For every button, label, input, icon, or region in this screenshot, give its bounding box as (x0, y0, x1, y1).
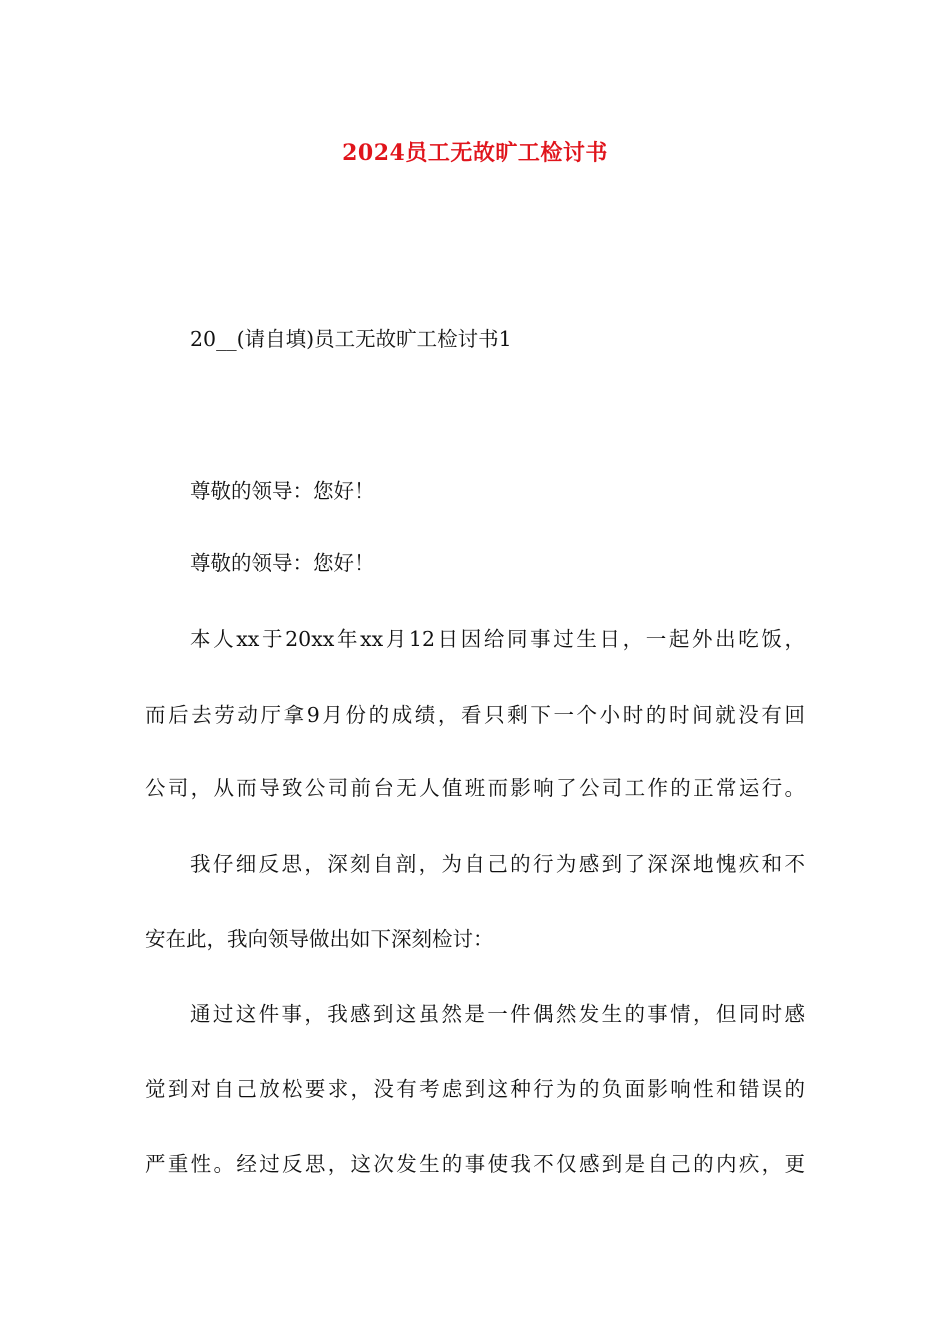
paragraph-line: 觉到对自己放松要求，没有考虑到这种行为的负面影响性和错误的 (145, 1077, 805, 1101)
paragraph-line: 安在此，我向领导做出如下深刻检讨： (145, 927, 494, 951)
paragraph-line: 我仔细反思，深刻自剖，为自己的行为感到了深深地愧疚和不 (190, 852, 805, 876)
paragraph-line: 而后去劳动厅拿9月份的成绩，看只剩下一个小时的时间就没有回 (145, 703, 805, 727)
salutation-line: 尊敬的领导：您好！ (190, 479, 375, 503)
paragraph-line: 严重性。经过反思，这次发生的事使我不仅感到是自己的内疚，更 (145, 1152, 805, 1176)
document-title: 2024员工无故旷工检讨书 (342, 140, 608, 166)
document-subtitle: 20__(请自填)员工无故旷工检讨书1 (190, 327, 512, 351)
salutation-line: 尊敬的领导：您好！ (190, 551, 375, 575)
paragraph-line: 通过这件事，我感到这虽然是一件偶然发生的事情，但同时感 (190, 1002, 805, 1026)
paragraph-line: 公司，从而导致公司前台无人值班而影响了公司工作的正常运行。 (145, 776, 805, 800)
paragraph-line: 本人xx于20xx年xx月12日因给同事过生日，一起外出吃饭， (190, 627, 805, 651)
